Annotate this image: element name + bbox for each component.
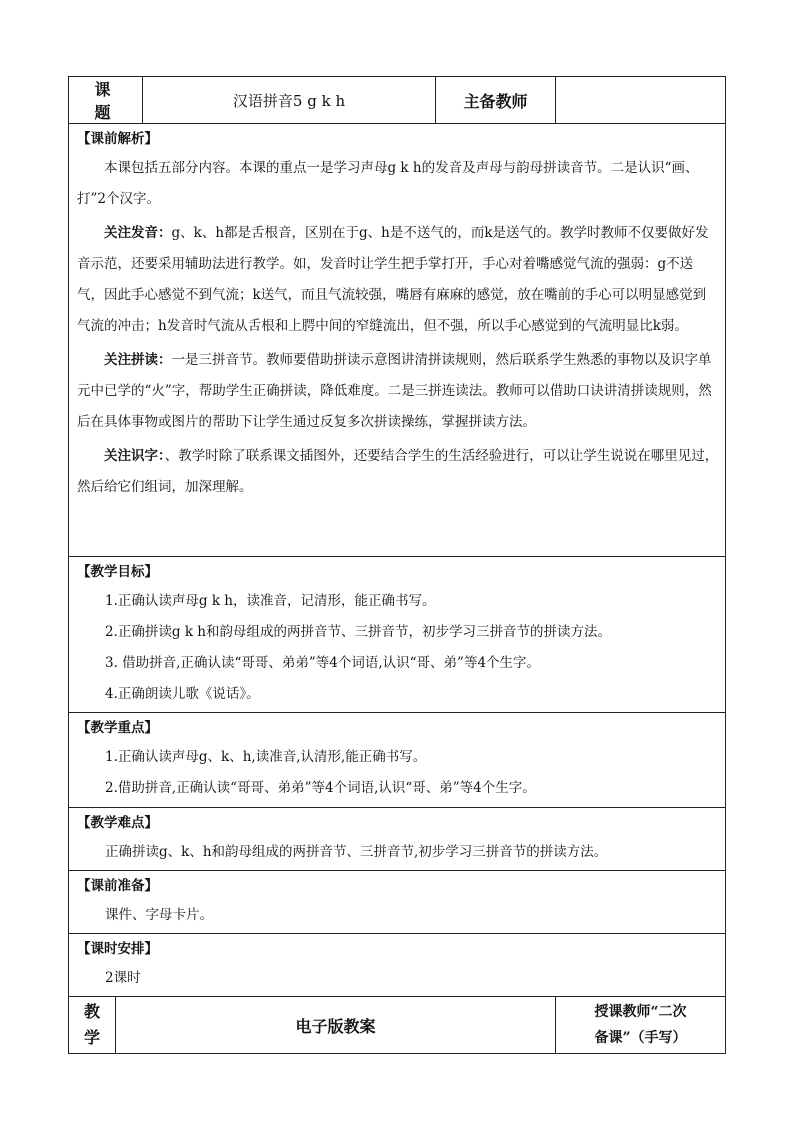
teaching-label-line1: 教 bbox=[83, 1002, 100, 1021]
electronic-plan-label: 电子版教案 bbox=[116, 997, 556, 1054]
schedule-heading: 【课时安排】 bbox=[77, 941, 158, 957]
analysis-row bbox=[69, 124, 726, 557]
lesson-plan-table bbox=[68, 76, 726, 1054]
key-points-row bbox=[69, 713, 726, 808]
goal-item: 1.正确认读声母g k h，读准音，记清形，能正确书写。 bbox=[105, 593, 436, 609]
second-prep-label bbox=[556, 997, 726, 1054]
schedule-row bbox=[69, 934, 726, 997]
topic-value: 汉语拼音5 g k h bbox=[143, 77, 436, 124]
goal-item: 3. 借助拼音,正确认读“哥哥、弟弟”等4个词语,认识“哥、弟”等4个生字。 bbox=[105, 655, 541, 671]
teaching-label-line2: 学 bbox=[83, 1028, 100, 1047]
analysis-section bbox=[69, 124, 726, 557]
footer-row bbox=[69, 997, 726, 1054]
second-prep-line2: 备课”（手写） bbox=[594, 1030, 687, 1046]
difficulties-text: 正确拼读g、k、h和韵母组成的两拼音节、三拼音节,初步学习三拼音节的拼读方法。 bbox=[105, 844, 608, 860]
topic-label: 课 题 bbox=[69, 77, 143, 124]
key-points-section bbox=[69, 713, 726, 808]
difficulties-row bbox=[69, 808, 726, 871]
goal-item: 4.正确朗读儿歌《说话》。 bbox=[105, 686, 260, 702]
schedule-text: 2课时 bbox=[105, 970, 141, 986]
goals-heading: 【教学目标】 bbox=[77, 564, 158, 580]
title-row bbox=[69, 77, 726, 124]
literacy-text: 、教学时除了联系课文插图外，还要结合学生的生活经验进行，可以让学生说说在哪里见过，然后给它们组词，加深理解。 bbox=[77, 448, 719, 495]
schedule-section bbox=[69, 934, 726, 997]
pronunciation-label: 关注发音： bbox=[104, 225, 172, 241]
literacy-label: 关注识字： bbox=[104, 448, 165, 464]
analysis-paragraph-3 bbox=[77, 345, 719, 438]
analysis-heading: 【课前解析】 bbox=[77, 131, 158, 147]
key-point-item: 1.正确认读声母g、k、h,读准音,认清形,能正确书写。 bbox=[105, 749, 427, 765]
pronunciation-text: g、k、h都是舌根音，区别在于g、h是不送气的，而k是送气的。教学时教师不仅要做好发音示范，还要采用辅助法进行教学。如，发音时让学生把手掌打开，手心对着嘴感觉气流的强弱：g不送气，因此手心感觉不到气流；k送气，而且气流较强，嘴唇有麻麻的感觉，放在嘴前的手心可以明显感觉到气流的冲击；h发音时气流从舌根和上腭中间的窄缝流出，但不强，所以手心感觉到的气流明显比k弱。 bbox=[77, 225, 709, 334]
analysis-paragraph-2 bbox=[77, 218, 719, 342]
second-prep-line1: 授课教师“二次 bbox=[594, 1004, 687, 1020]
preparation-section bbox=[69, 871, 726, 934]
analysis-paragraph-4 bbox=[77, 441, 719, 503]
key-point-item: 2.借助拼音,正确认读“哥哥、弟弟”等4个词语,认识“哥、弟”等4个生字。 bbox=[105, 780, 536, 796]
teaching-label bbox=[69, 997, 116, 1054]
teacher-label: 主备教师 bbox=[436, 77, 556, 124]
preparation-row bbox=[69, 871, 726, 934]
analysis-paragraph-1: 本课包括五部分内容。本课的重点一是学习声母g k h的发音及声母与韵母拼读音节。二是认识“画、打”2个汉字。 bbox=[77, 160, 699, 207]
goals-row bbox=[69, 557, 726, 713]
goals-section bbox=[69, 557, 726, 713]
key-points-heading: 【教学重点】 bbox=[77, 720, 158, 736]
preparation-heading: 【课前准备】 bbox=[77, 878, 158, 894]
difficulties-section bbox=[69, 808, 726, 871]
preparation-text: 课件、字母卡片。 bbox=[105, 907, 213, 923]
lesson-plan bbox=[68, 76, 725, 1054]
spelling-text: 一是三拼音节。教师要借助拼读示意图讲清拼读规则，然后联系学生熟悉的事物以及识字单元中已学的“火”字，帮助学生正确拼读，降低难度。二是三拼连读法。教师可以借助口诀讲清拼读规则，然后在具体事物或图片的帮助下让学生通过反复多次拼读操练，掌握拼读方法。 bbox=[77, 352, 712, 430]
spelling-label: 关注拼读： bbox=[104, 352, 172, 368]
difficulties-heading: 【教学难点】 bbox=[77, 815, 158, 831]
goal-item: 2.正确拼读g k h和韵母组成的两拼音节、三拼音节，初步学习三拼音节的拼读方法。 bbox=[105, 624, 611, 640]
teacher-value bbox=[556, 77, 726, 124]
